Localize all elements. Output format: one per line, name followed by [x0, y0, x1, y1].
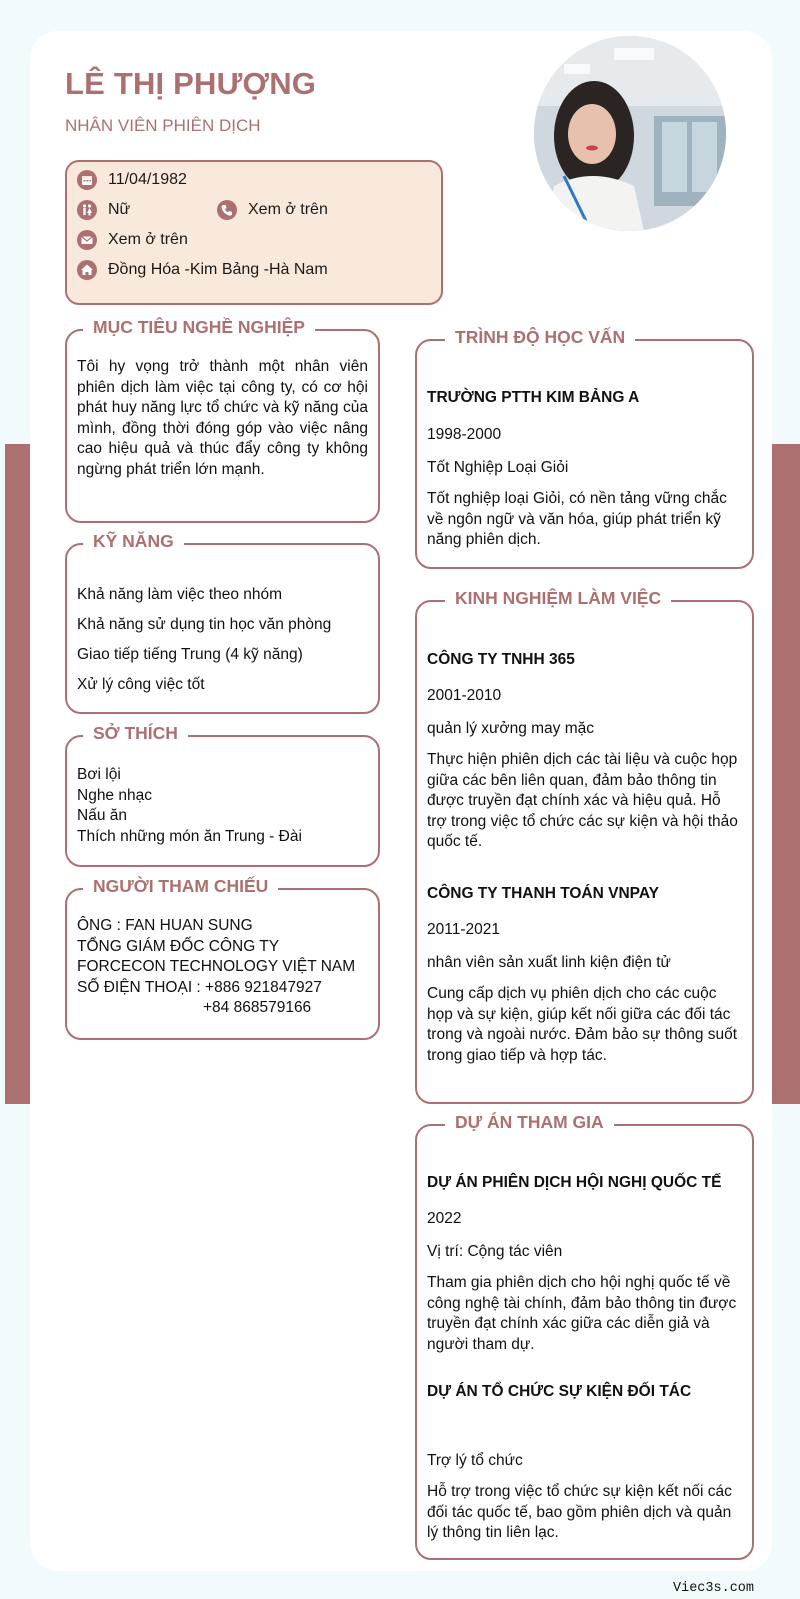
projects-section	[415, 1112, 754, 1560]
project-desc: Tham gia phiên dịch cho hội nghị quốc tế về công nghệ tài chính, đảm bảo thông tin được truyền đạt chính xác giữa các diễn giả và người tham dự.	[427, 1274, 737, 1353]
job-company: CÔNG TY TNHH 365	[427, 651, 575, 668]
skills-section	[65, 531, 380, 714]
references-section	[65, 876, 380, 1040]
education-desc: Tốt nghiệp loại Giỏi, có nền tảng vững chắc về ngôn ngữ và văn hóa, giúp phát triển kỹ năng phiên dịch.	[427, 490, 727, 548]
email-icon	[77, 230, 97, 250]
job-role: quản lý xưởng may mặc	[427, 720, 594, 737]
job-desc: Thực hiện phiên dịch các tài liệu và cuộc họp giữa các bên liên quan, đảm bảo thông tin được truyền đạt chính xác và hiệu quả. Hỗ trợ trong việc tổ chức các sự kiện và hội thảo quốc tế.	[427, 751, 738, 850]
school-name: TRƯỜNG PTTH KIM BẢNG A	[427, 389, 640, 406]
hobby-item: Nghe nhạc	[77, 786, 152, 804]
contact-info-box	[65, 160, 443, 305]
birthday-row	[77, 170, 187, 190]
job-title: NHÂN VIÊN PHIÊN DỊCH	[65, 116, 261, 135]
job-role: nhân viên sản xuất linh kiện điện tử	[427, 954, 671, 971]
hobby-item: Nấu ăn	[77, 807, 127, 824]
reference-line: SỐ ĐIỆN THOẠI : +886 921847927	[77, 978, 322, 996]
job-desc: Cung cấp dịch vụ phiên dịch cho các cuộc họp và sự kiện, giúp kết nối giữa các đối tác trong và ngoài nước. Đảm bảo sự thông suốt trong giao tiếp và hợp tác.	[427, 985, 738, 1064]
experience-section	[415, 588, 754, 1104]
job-years: 2011-2021	[427, 921, 500, 938]
skill-item: Khả năng làm việc theo nhóm	[77, 586, 283, 603]
project-year: 2022	[427, 1210, 462, 1227]
phone-value: Xem ở trên	[248, 201, 328, 218]
project-name: DỰ ÁN PHIÊN DỊCH HỘI NGHỊ QUỐC TẾ	[427, 1174, 722, 1191]
phone-row	[217, 200, 328, 220]
education-title: TRÌNH ĐỘ HỌC VẤN	[445, 327, 635, 348]
reference-line: TỔNG GIÁM ĐỐC CÔNG TY FORCECON TECHNOLOGY VIỆT NAM	[77, 937, 356, 975]
projects-title: DỰ ÁN THAM GIA	[445, 1112, 614, 1133]
project-role: Trợ lý tổ chức	[427, 1452, 523, 1469]
experience-title: KINH NGHIỆM LÀM VIỆC	[445, 588, 671, 609]
avatar	[534, 36, 726, 231]
references-title: NGƯỜI THAM CHIẾU	[83, 876, 278, 897]
education-section	[415, 327, 754, 569]
hobbies-section	[65, 723, 380, 867]
email-value: Xem ở trên	[108, 231, 188, 248]
skill-item: Khả năng sử dụng tin học văn phòng	[77, 616, 332, 633]
project-role: Vị trí: Cộng tác viên	[427, 1243, 563, 1260]
right-accent-band	[772, 444, 800, 1104]
gender-row	[77, 200, 130, 220]
reference-line: ÔNG : FAN HUAN SUNG	[77, 917, 253, 934]
education-years: 1998-2000	[427, 426, 502, 443]
email-row	[77, 230, 188, 250]
skill-item: Xử lý công việc tốt	[77, 676, 205, 693]
project-name: DỰ ÁN TỔ CHỨC SỰ KIỆN ĐỐI TÁC	[427, 1383, 692, 1400]
home-icon	[77, 260, 97, 280]
left-accent-band	[5, 444, 30, 1104]
objective-title: MỤC TIÊU NGHỀ NGHIỆP	[83, 317, 315, 338]
project-desc: Hỗ trợ trong việc tổ chức sự kiện kết nối các đối tác quốc tế, bao gồm phiên dịch và quản lý thông tin liên lạc.	[427, 1483, 732, 1541]
phone-icon	[217, 200, 237, 220]
job-years: 2001-2010	[427, 687, 502, 704]
candidate-name: LÊ THỊ PHƯỢNG	[65, 66, 317, 101]
objective-text: Tôi hy vọng trở thành một nhân viên phiên dịch làm việc tại công ty, có cơ hội phát huy năng lực tổ chức và kỹ năng của mình, đồng thời đóng góp vào việc nâng cao hiệu quả và thúc đẩy công ty không ngừng phát triển lớn mạnh.	[77, 358, 368, 478]
job-company: CÔNG TY THANH TOÁN VNPAY	[427, 885, 659, 902]
hobbies-title: SỞ THÍCH	[83, 723, 188, 744]
skill-item: Giao tiếp tiếng Trung (4 kỹ năng)	[77, 646, 303, 663]
birthday-value: 11/04/1982	[108, 171, 187, 188]
hobby-item: Bơi lội	[77, 766, 121, 783]
gender-icon	[77, 200, 97, 220]
watermark: Viec3s.com	[673, 1581, 755, 1596]
calendar-icon	[77, 170, 97, 190]
skills-title: KỸ NĂNG	[83, 531, 184, 552]
reference-line: +84 868579166	[203, 999, 312, 1016]
gender-value: Nữ	[108, 201, 131, 218]
address-row	[77, 260, 328, 280]
objective-section	[65, 317, 380, 523]
education-degree: Tốt Nghiệp Loại Giỏi	[427, 459, 569, 476]
hobby-item: Thích những món ăn Trung - Đài	[77, 827, 302, 845]
address-value: Đồng Hóa -Kim Bảng -Hà Nam	[108, 261, 328, 278]
